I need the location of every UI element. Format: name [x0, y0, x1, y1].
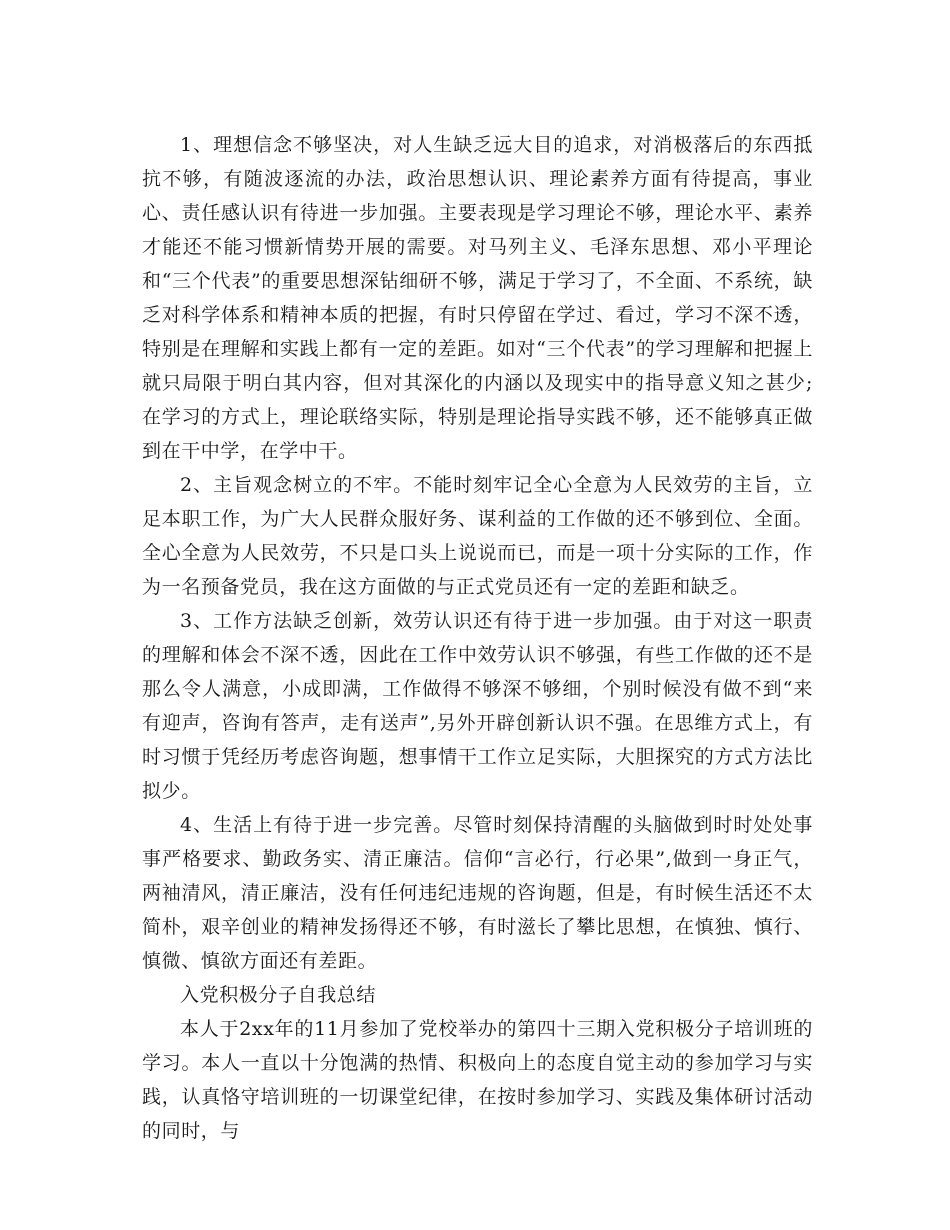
paragraph-work-method: 3、工作方法缺乏创新，效劳认识还有待于进一步加强。由于对这一职责的理解和体会不深不透，因此在工作中效劳认识不够强，有些工作做的还不是那么令人满意，小成即满，工作做得不够深不够细，个别时候没有做不到“来有迎声，咨询有答声，走有送声”,另外开辟创新认识不强。在思维方式上，有时习惯于凭经历考虑咨询题，想事情干工作立足实际，大胆探究的方式方法比拟少。 — [142, 610, 813, 802]
paragraph-summary: 本人于2xx年的11月参加了党校举办的第四十三期入党积极分子培训班的学习。本人一直以十分饱满的热情、积极向上的态度自觉主动的参加学习与实践，认真恪守培训班的一切课堂纪律，在按时参加学习、实践及集体研讨活动的同时，与 — [142, 1018, 813, 1142]
paragraph-life: 4、生活上有待于进一步完善。尽管时刻保持清醒的头脑做到时时处处事事严格要求、勤政务实、清正廉洁。信仰“言必行，行必果”,做到一身正气，两袖清风，清正廉洁，没有任何违纪违规的咨询题，但是，有时候生活还不太简朴，艰辛创业的精神发扬得还不够，有时滋长了攀比思想，在慎独、慎行、慎微、慎欲方面还有差距。 — [142, 814, 813, 972]
paragraph-ideals: 1、理想信念不够坚决，对人生缺乏远大目的追求，对消极落后的东西抵抗不够，有随波逐流的办法，政治思想认识、理论素养方面有待提高，事业心、责任感认识有待进一步加强。主要表现是学习理论不够，理论水平、素养才能还不能习惯新情势开展的需要。对马列主义、毛泽东思想、邓小平理论和“三个代表”的重要思想深钻细研不够，满足于学习了，不全面、不系统，缺乏对科学体系和精神本质的把握，有时只停留在学过、看过，学习不深不透，特别是在理解和实践上都有一定的差距。如对“三个代表”的学习理解和把握上就只局限于明白其内容，但对其深化的内涵以及现实中的指导意义知之甚少;在学习的方式上，理论联络实际，特别是理论指导实践不够，还不能够真正做到在干中学，在学中干。 — [142, 134, 813, 462]
paragraph-purpose: 2、主旨观念树立的不牢。不能时刻牢记全心全意为人民效劳的主旨，立足本职工作，为广大人民群众服好务、谋利益的工作做的还不够到位、全面。全心全意为人民效劳，不只是口头上说说而已，而是一项十分实际的工作，作为一名预备党员，我在这方面做的与正式党员还有一定的差距和缺乏。 — [142, 474, 813, 598]
document-body — [142, 128, 813, 1148]
section-heading: 入党积极分子自我总结 — [180, 984, 377, 1006]
